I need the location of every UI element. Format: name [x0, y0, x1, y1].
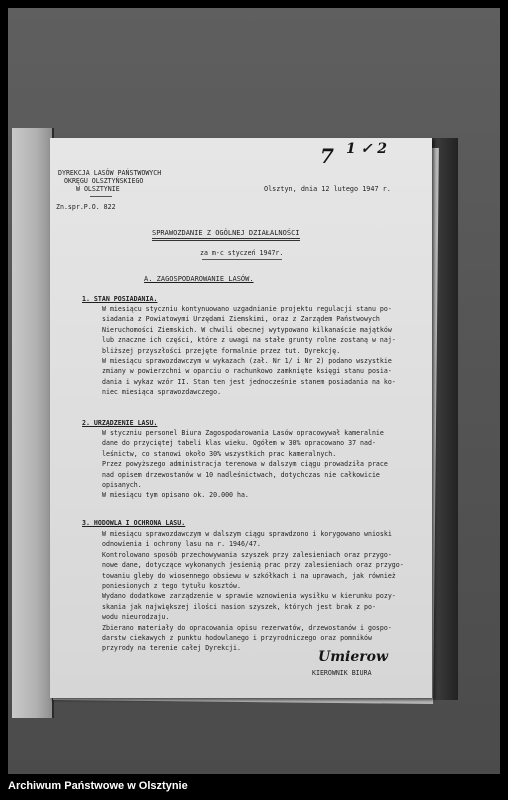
section-1-line-8: dania i wykaz wzór II. Stan ten jest jednocześnie stanem posiadania na ko- — [102, 377, 396, 386]
folder-cover-left — [12, 128, 54, 718]
handwritten-marks: 1 ✓ 2 — [346, 141, 387, 157]
archive-footer — [0, 774, 508, 800]
section-3-line-10: Zbierano materiały do opracowania opisu rezerwatów, drzewostanów i gospo- — [102, 623, 392, 632]
section-1-line-9: niec miesiąca sprawozdawczego. — [102, 388, 222, 397]
section-3-line-12: przyrody na terenie całej Dyrekcji. — [102, 644, 241, 653]
section-2-line-5: nad opisem drzewostanów w 10 nadleśnictwach, dotychczas nie całkowicie — [102, 470, 380, 479]
document-page — [50, 138, 432, 698]
org-line-1: DYREKCJA LASÓW PAŃSTWOWYCH — [58, 169, 162, 177]
section-3-line-8: skania jak największej ilości nasion szyszek, których jest brak z po- — [102, 602, 376, 611]
document-subtitle: za m-c styczeń 1947r. — [200, 249, 284, 257]
section-3-line-1: W miesiącu sprawozdawczym w dalszym ciągu sprawdzono i korygowano wnioski — [102, 530, 392, 538]
signature-scribble: Umierow — [318, 649, 389, 665]
section-1-line-1: W miesiącu styczniu kontynuowano uzgadnianie projektu regulacji stanu po- — [102, 305, 392, 313]
handwritten-page-number: 7 — [320, 144, 334, 168]
section-2-line-2: dane do przyciętej tabeli klas wieku. Ogółem w 30% opracowano 37 nad- — [102, 439, 376, 448]
section-1-line-2: siadania z Powiatowymi Urzędami Ziemskimi, oraz z Zarządem Państwowych — [102, 315, 380, 324]
section-3-line-9: wodu nieurodzaju. — [102, 613, 170, 622]
section-3-line-4: nowe dane, dotyczące wykonanych jesienią prac przy zalesieniach oraz przygo- — [102, 561, 404, 570]
document-title: SPRAWOZDANIE Z OGÓLNEJ DZIAŁALNOŚCI — [152, 230, 300, 241]
subtitle-separator — [202, 259, 282, 260]
section-a-heading: A. ZAGOSPODAROWANIE LASÓW. — [144, 275, 254, 283]
section-3-heading: 3. HODOWLA I OCHRONA LASU. — [82, 519, 186, 527]
org-separator — [90, 196, 112, 197]
section-3-line-3: Kontrolowano sposób przechowywania szyszek przy zalesieniach oraz przygo- — [102, 550, 392, 559]
section-2-line-1: W styczniu personel Biura Zagospodarowania Lasów opracowywał kameralnie — [102, 429, 384, 437]
section-2-line-4: Przez powyższego administracja terenowa w dalszym ciągu prowadziła prace — [102, 460, 388, 469]
section-2-line-3: leśnictw, co stanowi około 30% wszystkich prac kameralnych. — [102, 449, 337, 458]
section-3-line-7: Wydano dodatkowe zarządzenie w sprawie wznowienia wysiłku w kierunku pozy- — [102, 592, 396, 601]
org-line-3: W OLSZTYNIE — [76, 185, 120, 193]
section-1-line-7: zmiany w powierzchni w oparciu o rachunkowo zamknięte księgi stanu posia- — [102, 367, 392, 376]
section-1-heading: 1. STAN POSIADANIA. — [82, 295, 158, 303]
section-1-line-4: lub znaczne ich części, które z uwagi na stałe grunty rolne zostaną w naj- — [102, 336, 396, 345]
section-2-heading: 2. URZĄDZENIE LASU. — [82, 419, 158, 427]
section-3-line-2: odnowienia i ochrony lasu na r. 1946/47. — [102, 540, 261, 549]
section-1-line-3: Nieruchomości Ziemskich. W chwili obecnej wytypowano kilkanaście majątków — [102, 325, 392, 334]
document-date: Olsztyn, dnia 12 lutego 1947 r. — [264, 185, 391, 193]
signature-label: KIEROWNIK BIURA — [312, 669, 372, 677]
section-1-line-5: bliższej przyszłości przejęte formalnie przez tut. Dyrekcję. — [102, 346, 341, 355]
section-2-line-7: W miesiącu tym opisano ok. 20.000 ha. — [102, 491, 249, 500]
section-3-line-5: towaniu gleby do wiosennego obsiewu w szkółkach i na uprawach, jak również — [102, 571, 396, 580]
section-3-line-6: poniesionych z tego tytułu kosztów. — [102, 582, 241, 590]
section-2-line-6: opisanych. — [102, 481, 142, 489]
section-1-line-6: W miesiącu sprawozdawczym w wykazach (zał. Nr 1/ i Nr 2) podano wszystkie — [102, 357, 392, 365]
section-3-line-11: darstw ciekawych z punktu hodowlanego i przyrodniczego oraz pomników — [102, 634, 372, 642]
org-line-2: OKRĘGU OLSZTYŃSKIEGO — [64, 177, 144, 185]
archive-name: Archiwum Państwowe w Olsztynie — [8, 780, 188, 792]
reference-number: Zn.spr.P.O. 822 — [56, 203, 116, 211]
